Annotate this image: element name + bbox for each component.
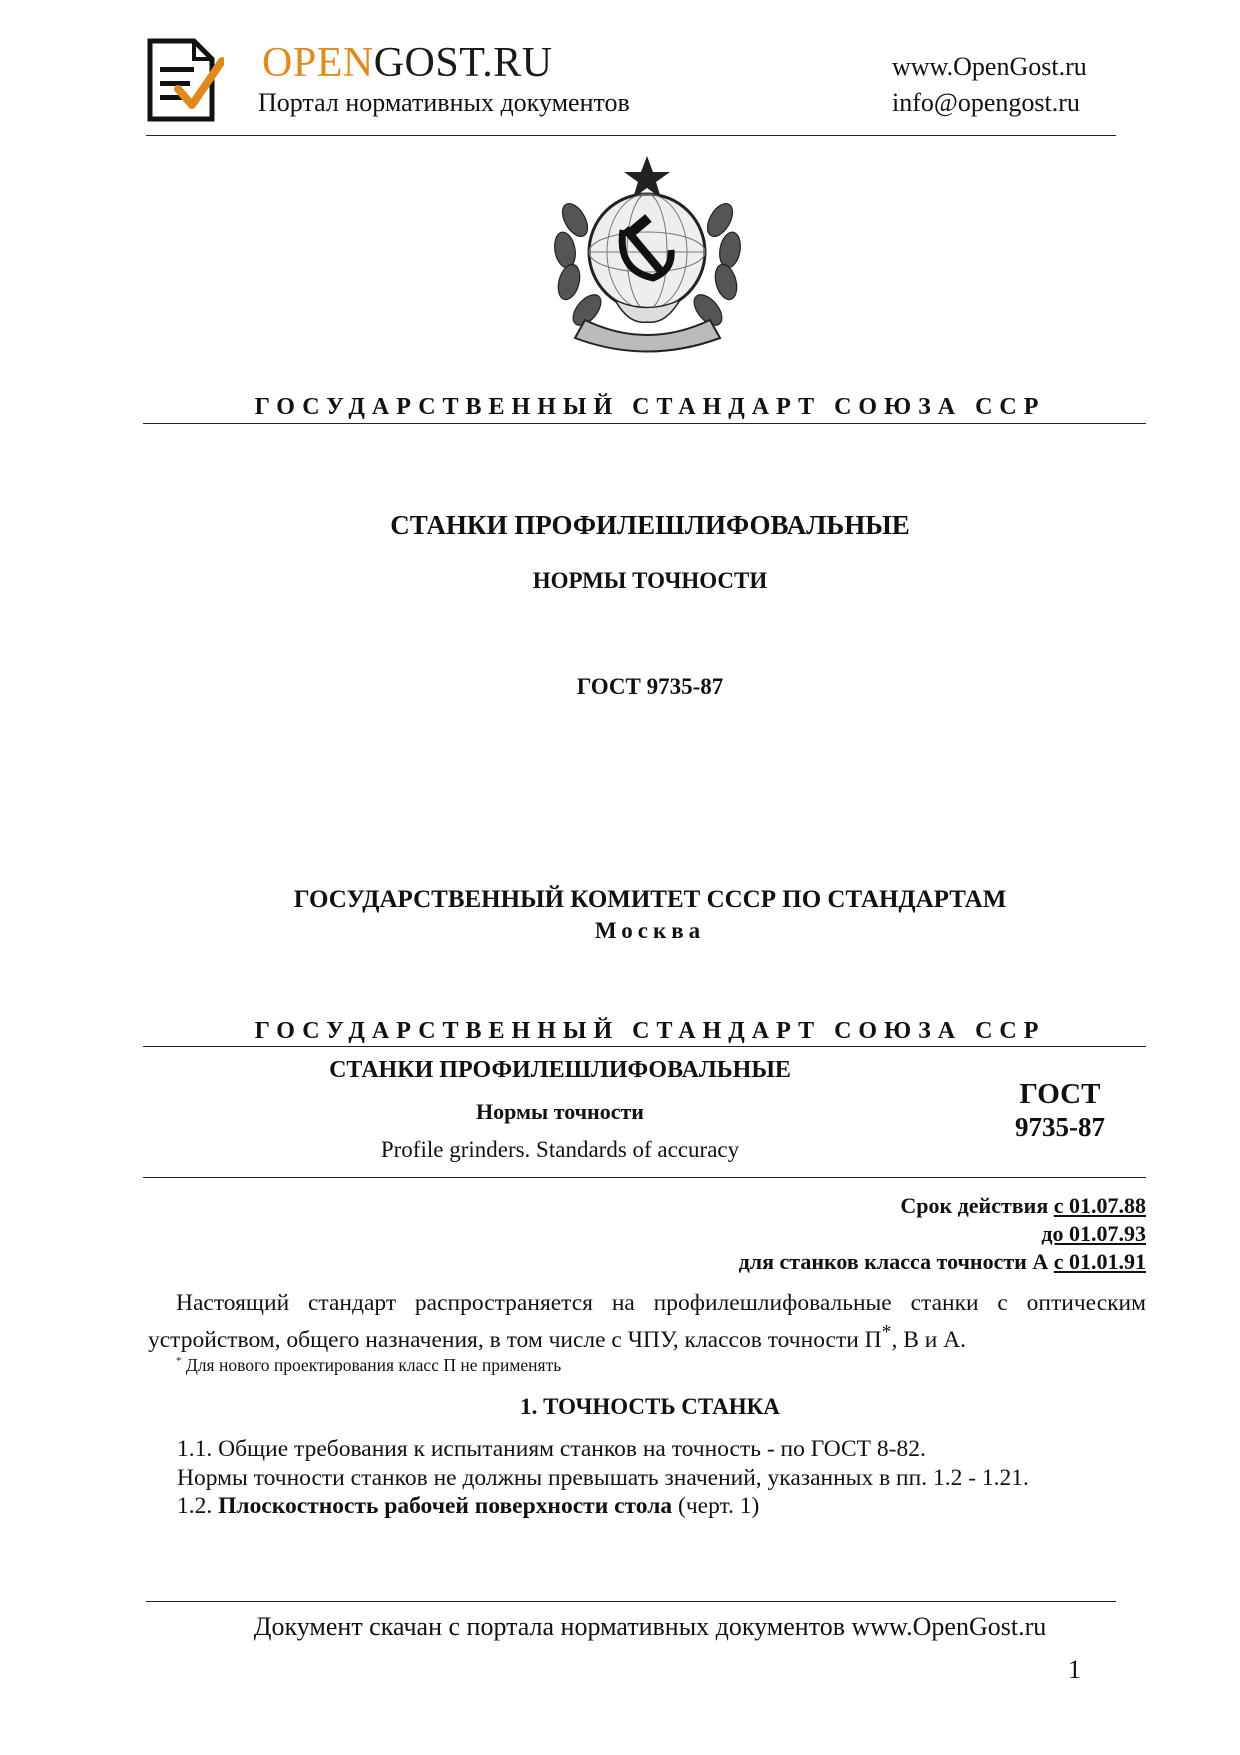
page-number: 1: [1068, 1655, 1081, 1684]
title-block-top-divider: [143, 1046, 1146, 1047]
validity-start-date: с 01.07.88: [1053, 1193, 1146, 1218]
intro-paragraph: [148, 1289, 1146, 1355]
validity-start: [900, 1193, 1146, 1219]
validity-end: [1041, 1221, 1146, 1247]
cover-divider: [143, 423, 1146, 424]
gost-code: 9735-87: [1015, 1112, 1105, 1142]
standard-heading-cover: ГОСУДАРСТВЕННЫЙ СТАНДАРТ СОЮЗА ССР: [254, 394, 1046, 420]
validity-class-a: [739, 1249, 1146, 1275]
paragraph-norms: Нормы точности станков не должны превышать значений, указанных в пп. 1.2 - 1.21.: [177, 1465, 1029, 1491]
intro-footnote-mark: *: [881, 1322, 892, 1343]
footnote: [176, 1355, 561, 1376]
header-divider: [146, 135, 1116, 136]
ussr-emblem-icon: [545, 150, 750, 360]
section-heading: 1. ТОЧНОСТЬ СТАНКА: [520, 1394, 780, 1419]
brand-logo-text[interactable]: [262, 40, 553, 86]
cover-subtitle: НОРМЫ ТОЧНОСТИ: [532, 568, 768, 593]
paragraph-1-2-number: 1.2.: [177, 1493, 219, 1519]
validity-class-a-date: с 01.01.91: [1053, 1249, 1146, 1274]
cover-gost-number: ГОСТ 9735-87: [576, 674, 724, 699]
publication-city: Москва: [594, 918, 706, 943]
paragraph-1-2-bold: Плоскостность рабочей поверхности стола: [218, 1493, 673, 1519]
footnote-text: Для нового проектирования класс П не применять: [181, 1355, 562, 1375]
validity-end-date: до 01.07.93: [1041, 1221, 1146, 1246]
gost-label: ГОСТ: [1019, 1078, 1101, 1110]
standard-heading-title-block: ГОСУДАРСТВЕННЫЙ СТАНДАРТ СОЮЗА ССР: [254, 1018, 1046, 1044]
validity-label: Срок действия: [900, 1193, 1054, 1218]
website-link[interactable]: www.OpenGost.ru: [892, 52, 1087, 81]
cover-title: СТАНКИ ПРОФИЛЕШЛИФОВАЛЬНЫЕ: [390, 510, 910, 540]
footer-divider: [146, 1601, 1116, 1602]
footnote-mark: *: [176, 1355, 182, 1368]
paragraph-1-1: 1.1. Общие требования к испытаниям станков на точность - по ГОСТ 8-82.: [177, 1436, 926, 1462]
paragraph-1-2-tail: (черт. 1): [672, 1493, 760, 1519]
brand-open: OPEN: [262, 40, 374, 86]
title-block-subtitle: Нормы точности: [476, 1099, 644, 1124]
intro-text: Настоящий стандарт распространяется на профилешлифовальные станки с оптическим устройством, общего назначения, в том числе с ЧПУ, классов точности П: [148, 1290, 1146, 1353]
title-block-title: СТАНКИ ПРОФИЛЕШЛИФОВАЛЬНЫЕ: [329, 1057, 791, 1083]
validity-class-a-label: для станков класса точности А: [738, 1249, 1054, 1274]
portal-caption: Портал нормативных документов: [258, 88, 630, 117]
document-check-icon: [146, 37, 224, 123]
footer-text: Документ скачан с портала нормативных документов www.OpenGost.ru: [253, 1612, 1047, 1641]
brand-rest: GOST.RU: [373, 40, 553, 86]
intro-tail: , В и А.: [891, 1326, 967, 1353]
committee-name: ГОСУДАРСТВЕННЫЙ КОМИТЕТ СССР ПО СТАНДАРТАМ: [293, 886, 1007, 913]
paragraph-1-2: [177, 1493, 759, 1520]
english-title: Profile grinders. Standards of accuracy: [380, 1137, 740, 1162]
email-link[interactable]: info@opengost.ru: [892, 88, 1080, 117]
title-block-bottom-divider: [143, 1177, 1146, 1178]
